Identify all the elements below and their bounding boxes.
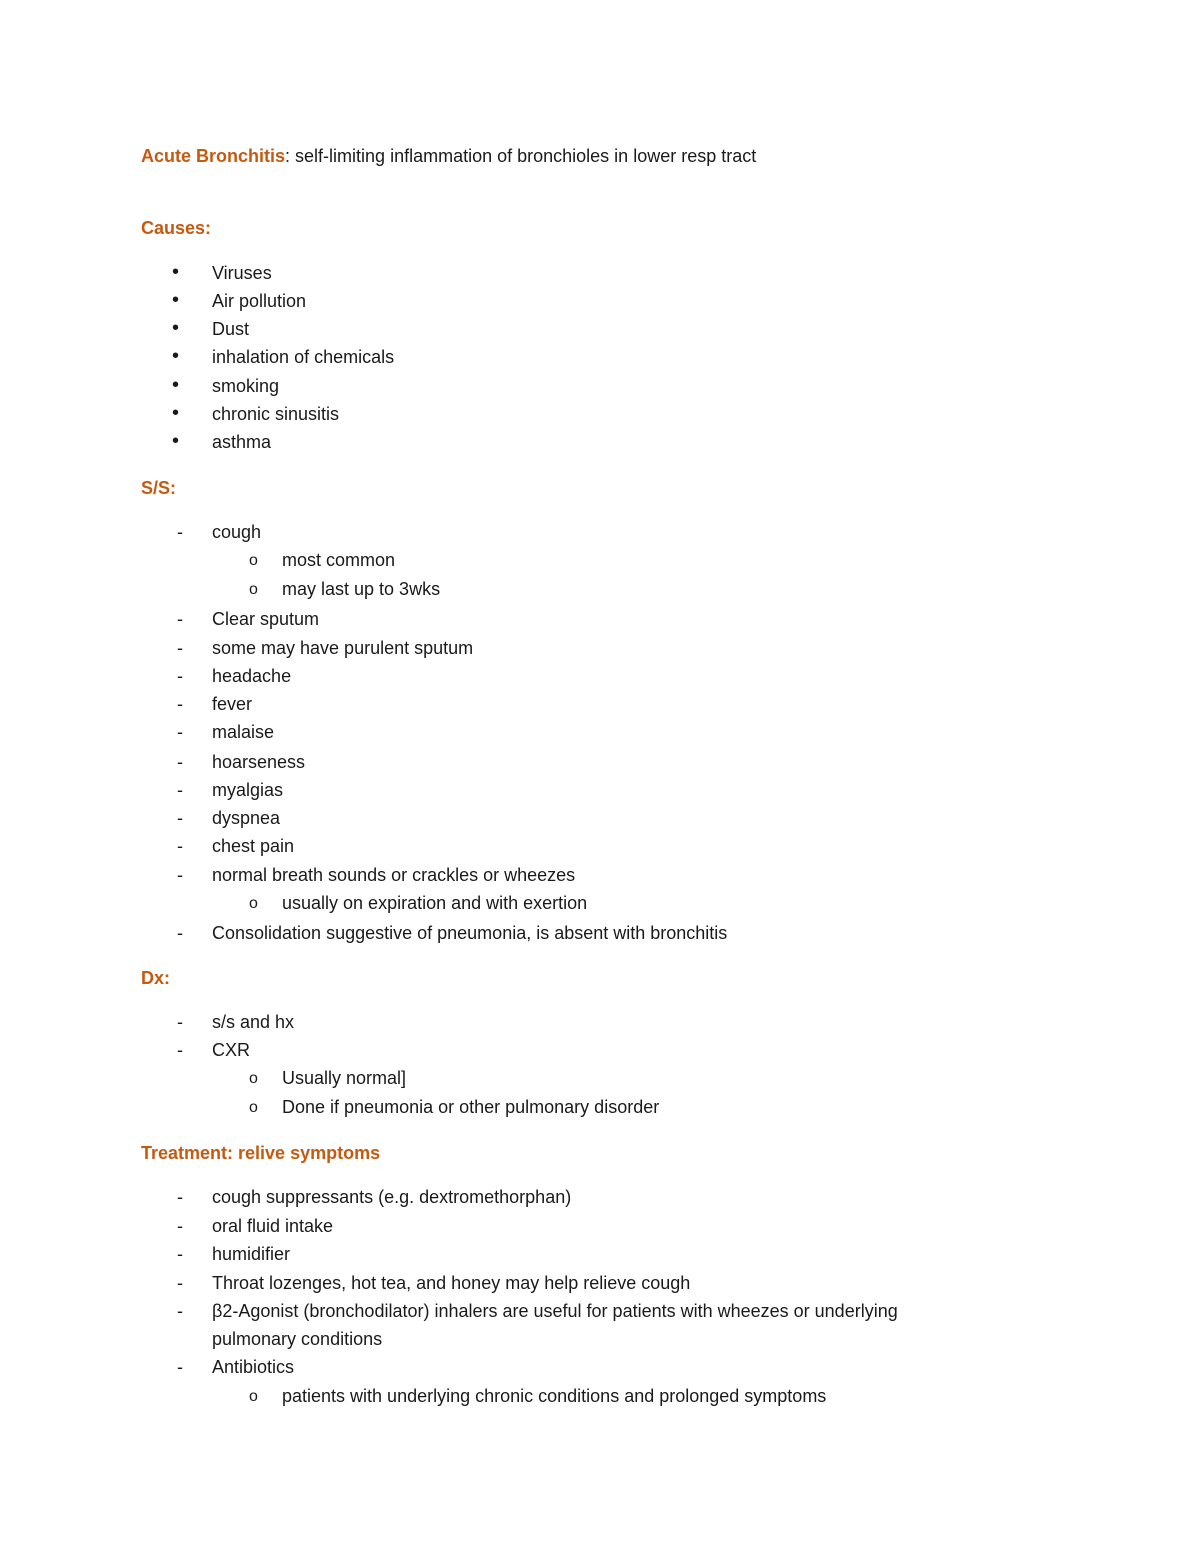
list-item-text: cough suppressants (e.g. dextromethorphan) — [212, 1187, 572, 1207]
circle-marker: o — [249, 1099, 258, 1116]
dash-marker: - — [177, 1301, 183, 1321]
list-item-text: Air pollution — [212, 291, 307, 311]
list-item-text: cough — [212, 522, 262, 542]
list-item-text: Consolidation suggestive of pneumonia, is absent with bronchitis — [212, 923, 728, 943]
list-item-text: asthma — [212, 432, 272, 452]
bullet-marker: • — [172, 261, 180, 283]
bullet-marker: • — [172, 430, 180, 452]
dash-marker: - — [177, 638, 183, 658]
list-item-text: CXR — [212, 1040, 251, 1060]
list-item-text: smoking — [212, 376, 280, 396]
bullet-marker: • — [172, 402, 180, 424]
dash-marker: - — [177, 694, 183, 714]
dash-marker: - — [177, 865, 183, 885]
list-item-text: Clear sputum — [212, 609, 320, 629]
list-item-text: headache — [212, 666, 292, 686]
title-term: Acute Bronchitis — [141, 146, 286, 166]
circle-marker: o — [249, 1388, 258, 1405]
dash-marker: - — [177, 1012, 183, 1032]
circle-marker: o — [249, 895, 258, 912]
ss-heading: S/S: — [141, 478, 177, 498]
list-item-text: β2-Agonist (bronchodilator) inhalers are useful for patients with wheezes or underlying — [212, 1301, 898, 1321]
dash-marker: - — [177, 1216, 183, 1236]
list-item-text: fever — [212, 694, 253, 714]
sub-item-text: most common — [282, 550, 396, 570]
list-item-text: Antibiotics — [212, 1357, 295, 1377]
list-item-text: some may have purulent sputum — [212, 638, 474, 658]
dash-marker: - — [177, 836, 183, 856]
sub-item-text: may last up to 3wks — [282, 579, 441, 599]
dash-marker: - — [177, 722, 183, 742]
dash-marker: - — [177, 666, 183, 686]
dash-marker: - — [177, 923, 183, 943]
dash-marker: - — [177, 752, 183, 772]
dash-marker: - — [177, 1187, 183, 1207]
circle-marker: o — [249, 552, 258, 569]
circle-marker: o — [249, 581, 258, 598]
list-item-text: chest pain — [212, 836, 295, 856]
bullet-marker: • — [172, 317, 180, 339]
causes-heading: Causes: — [141, 218, 212, 238]
bullet-marker: • — [172, 374, 180, 396]
dash-marker: - — [177, 1244, 183, 1264]
list-item-continuation: pulmonary conditions — [212, 1329, 383, 1349]
list-item-text: normal breath sounds or crackles or wheezes — [212, 865, 576, 885]
dx-heading: Dx: — [141, 968, 171, 988]
list-item-text: malaise — [212, 722, 275, 742]
title-colon: : — [285, 146, 291, 166]
sub-item-text: Usually normal] — [282, 1068, 407, 1088]
dash-marker: - — [177, 522, 183, 542]
document-title — [141, 145, 756, 167]
title-definition: self-limiting inflammation of bronchioles in lower resp tract — [290, 146, 757, 166]
treatment-heading: Treatment: relive symptoms — [141, 1143, 381, 1163]
list-item-text: Dust — [212, 319, 250, 339]
sub-item-text: patients with underlying chronic conditions and prolonged symptoms — [282, 1386, 827, 1406]
list-item-text: myalgias — [212, 780, 284, 800]
sub-item-text: Done if pneumonia or other pulmonary disorder — [282, 1097, 660, 1117]
circle-marker: o — [249, 1070, 258, 1087]
list-item-text: humidifier — [212, 1244, 291, 1264]
list-item-text: s/s and hx — [212, 1012, 295, 1032]
bullet-marker: • — [172, 345, 180, 367]
dash-marker: - — [177, 780, 183, 800]
sub-item-text: usually on expiration and with exertion — [282, 893, 588, 913]
dash-marker: - — [177, 1273, 183, 1293]
list-item-text: dyspnea — [212, 808, 281, 828]
list-item-text: Viruses — [212, 263, 272, 283]
dash-marker: - — [177, 1357, 183, 1377]
bullet-marker: • — [172, 289, 180, 311]
dash-marker: - — [177, 609, 183, 629]
list-item-text: hoarseness — [212, 752, 306, 772]
list-item-text: oral fluid intake — [212, 1216, 334, 1236]
dash-marker: - — [177, 808, 183, 828]
list-item-text: chronic sinusitis — [212, 404, 340, 424]
list-item-text: inhalation of chemicals — [212, 347, 395, 367]
dash-marker: - — [177, 1040, 183, 1060]
list-item-text: Throat lozenges, hot tea, and honey may help relieve cough — [212, 1273, 691, 1293]
